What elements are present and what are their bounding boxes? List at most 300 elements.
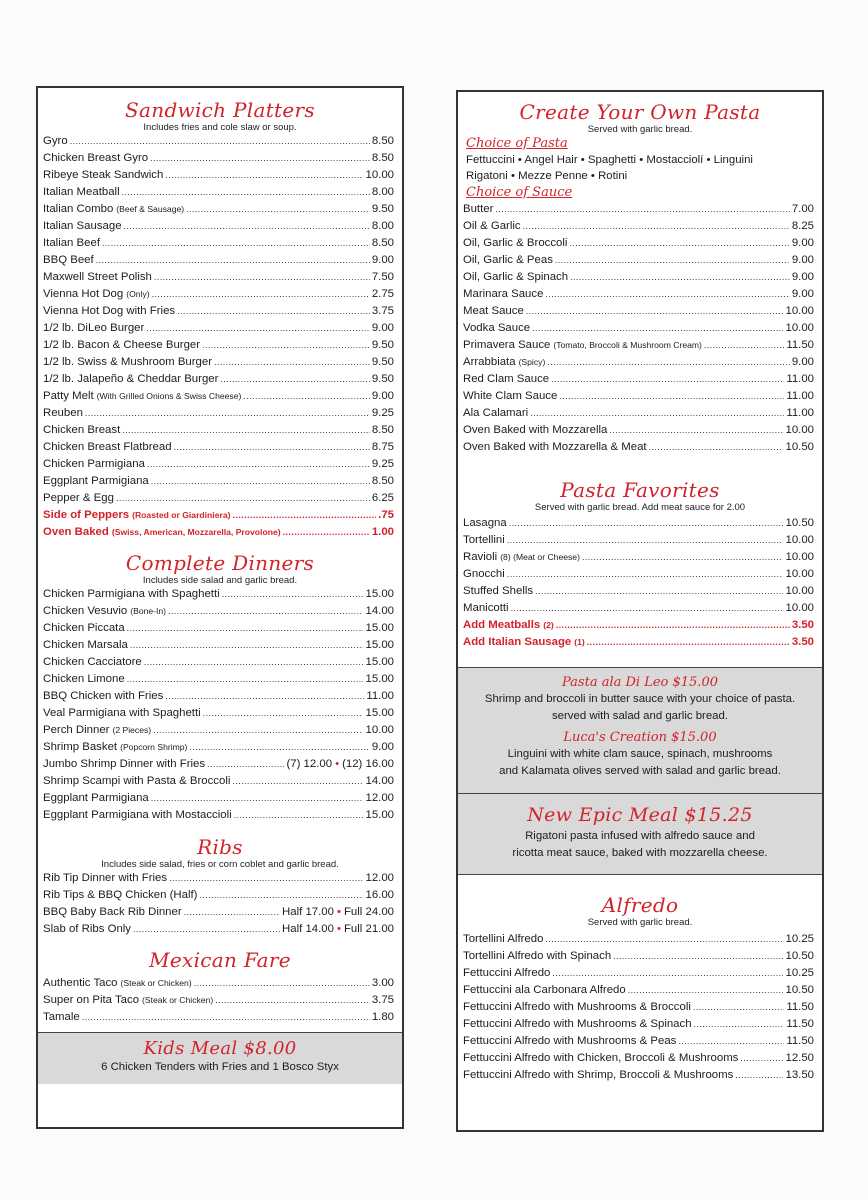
dot-leader	[169, 870, 363, 887]
menu-item-row	[458, 201, 822, 218]
menu-item-price: 10.50	[785, 950, 814, 962]
dot-leader	[222, 586, 364, 603]
dot-leader	[70, 133, 370, 150]
menu-item-price: 10.25	[785, 967, 814, 979]
right-menu-column	[456, 90, 824, 1132]
epic-meal-title: New Epic Meal $15.25	[527, 804, 753, 826]
left-menu-column	[36, 86, 404, 1129]
ribs-dual-row: BBQ Baby Back Rib Dinner ..... Half 17.00 • Full 24.00	[38, 904, 402, 921]
dot-leader	[243, 388, 369, 405]
menu-item-name: Chicken Vesuvio	[43, 605, 128, 617]
menu-item-price: 14.00	[365, 775, 394, 787]
ribs-dual-row: Slab of Ribs Only ..... Half 14.00 • Full 21.00	[38, 921, 402, 938]
menu-item-name: Reuben	[43, 407, 83, 419]
menu-item-note: (Popcorn Shrimp)	[120, 742, 188, 752]
menu-item-row	[38, 975, 402, 992]
menu-item-price: 8.50	[371, 135, 394, 147]
dot-leader	[694, 1016, 785, 1033]
mexican-fare-title: Mexican Fare	[149, 948, 291, 972]
menu-item-row	[458, 583, 822, 600]
create-pasta-section	[458, 92, 822, 456]
menu-item-price: 11.00	[366, 690, 394, 702]
specials-band	[458, 667, 822, 794]
epic-meal-band	[458, 794, 822, 875]
menu-item-price: 12.00	[365, 872, 394, 884]
menu-item-price: 15.00	[365, 809, 394, 821]
menu-item-row	[458, 532, 822, 549]
menu-item-price: 10.00	[785, 305, 814, 317]
menu-item-row	[458, 354, 822, 371]
menu-item-price: 15.00	[365, 673, 394, 685]
menu-item-name: Meat Sauce	[463, 305, 524, 317]
pasta-dileo-desc-1: Shrimp and broccoli in butter sauce with your choice of pasta.	[484, 693, 796, 705]
menu-item-name: Chicken Parmigiana	[43, 458, 145, 470]
pasta-choices-line2: Rigatoni • Mezze Penne • Rotini	[466, 170, 628, 182]
menu-item-row	[38, 269, 402, 286]
menu-item-row	[38, 201, 402, 218]
menu-item-name: Veal Parmigiana with Spaghetti	[43, 707, 201, 719]
dot-leader	[495, 201, 789, 218]
dinners-list	[38, 586, 402, 756]
menu-item-name: Authentic Taco	[43, 977, 118, 989]
menu-item-price: 3.75	[371, 305, 394, 317]
dot-leader	[740, 1050, 783, 1067]
dot-leader	[127, 620, 364, 637]
bullet-icon: •	[336, 906, 341, 918]
menu-item-price: 8.50	[371, 237, 394, 249]
complete-dinners-subtitle: Includes side salad and garlic bread.	[142, 575, 298, 586]
mexican-list	[38, 975, 402, 1026]
menu-item-name: Rib Tip Dinner with Fries	[43, 872, 168, 884]
menu-item-row	[38, 671, 402, 688]
menu-item-name: Italian Beef	[43, 237, 100, 249]
menu-item-row	[38, 388, 402, 405]
dot-leader	[535, 583, 783, 600]
sandwich-platters-section	[38, 88, 402, 541]
choice-of-sauce-label: Choice of Sauce	[466, 185, 573, 200]
menu-item-name: Vienna Hot Dog with Fries	[43, 305, 176, 317]
menu-item-row	[38, 654, 402, 671]
menu-item-price: 1.80	[371, 1011, 394, 1023]
favorites-list	[458, 515, 822, 617]
pasta-favorites-subtitle: Served with garlic bread. Add meat sauce for 2.00	[534, 502, 746, 513]
sandwich-platters-subtitle: Includes fries and cole slaw or soup.	[143, 122, 297, 133]
menu-item-price: 8.75	[371, 441, 394, 453]
luca-creation-title: Luca's Creation $15.00	[563, 730, 717, 745]
menu-item-price: 10.00	[785, 551, 814, 563]
dot-leader	[628, 982, 784, 999]
dot-leader	[214, 354, 370, 371]
pasta-dileo-desc-2: served with salad and garlic bread.	[551, 710, 729, 722]
dot-leader	[530, 405, 784, 422]
dot-leader	[547, 354, 790, 371]
menu-item-name: Oil, Garlic & Spinach	[463, 271, 569, 283]
dot-leader	[735, 1067, 783, 1084]
menu-item-name: Fettuccini Alfredo with Mushrooms & Broccoli	[463, 1001, 691, 1013]
menu-item-name: BBQ Beef	[43, 254, 94, 266]
menu-item-name: Chicken Limone	[43, 673, 125, 685]
dot-leader	[234, 807, 364, 824]
complete-dinners-title: Complete Dinners	[125, 551, 315, 575]
ribs-list	[38, 870, 402, 904]
dot-leader	[523, 218, 790, 235]
dot-leader	[552, 965, 783, 982]
alfredo-subtitle: Served with garlic bread.	[587, 917, 693, 928]
menu-item-row	[458, 1016, 822, 1033]
menu-item-name: Fettuccini ala Carbonara Alfredo	[463, 984, 626, 996]
menu-item-row	[38, 456, 402, 473]
dot-leader	[168, 603, 363, 620]
menu-item-name: Tortellini Alfredo	[463, 933, 544, 945]
menu-item-row	[458, 235, 822, 252]
dot-leader	[174, 439, 370, 456]
menu-item-price: 6.25	[371, 492, 394, 504]
favorites-extras	[458, 617, 822, 651]
menu-item-row	[38, 603, 402, 620]
menu-item-name: Oil, Garlic & Broccoli	[463, 237, 568, 249]
menu-item-note: (Swiss, American, Mozzarella, Provolone)	[111, 527, 281, 537]
epic-meal-desc-2: ricotta meat sauce, baked with mozzarella cheese.	[512, 847, 768, 859]
menu-item-price: 13.50	[785, 1069, 814, 1081]
menu-item-row	[458, 999, 822, 1016]
menu-item-name: BBQ Chicken with Fries	[43, 690, 164, 702]
dot-leader	[232, 507, 376, 524]
menu-item-note: (Only)	[126, 289, 150, 299]
menu-item-price: 10.00	[785, 585, 814, 597]
dot-leader	[532, 320, 783, 337]
menu-item-name: Marinara Sauce	[463, 288, 544, 300]
menu-item-row	[38, 887, 402, 904]
menu-item-name: Perch Dinner	[43, 724, 110, 736]
dot-leader	[144, 654, 364, 671]
menu-item-name: Oil, Garlic & Peas	[463, 254, 553, 266]
menu-item-row	[458, 439, 822, 456]
dot-leader	[678, 1033, 784, 1050]
dot-leader	[569, 235, 789, 252]
menu-item-name: Side of Peppers	[43, 509, 130, 521]
menu-item-price: 10.00	[785, 602, 814, 614]
menu-item-name: Eggplant Parmigiana	[43, 792, 149, 804]
menu-item-row	[458, 982, 822, 999]
menu-item-price: 9.00	[791, 288, 814, 300]
menu-item-name: Ala Calamari	[463, 407, 529, 419]
menu-item-name: Chicken Parmigiana with Spaghetti	[43, 588, 220, 600]
bullet-icon: •	[336, 923, 341, 935]
menu-item-row	[38, 371, 402, 388]
menu-item-row	[458, 549, 822, 566]
menu-item-price: 14.00	[365, 605, 394, 617]
menu-item-name: Gyro	[43, 135, 68, 147]
menu-item-name: Fettuccini Alfredo with Chicken, Broccoli & Mushrooms	[463, 1052, 739, 1064]
menu-item-price: 9.00	[371, 254, 394, 266]
menu-item-name: Fettuccini Alfredo with Mushrooms & Spinach	[463, 1018, 692, 1030]
dot-leader	[146, 320, 370, 337]
menu-item-name: Shrimp Scampi with Pasta & Broccoli	[43, 775, 231, 787]
menu-item-row	[38, 1009, 402, 1026]
menu-item-row	[458, 931, 822, 948]
menu-item-note: (Beef & Sausage)	[116, 204, 185, 214]
menu-item-row	[38, 184, 402, 201]
dot-leader	[551, 371, 784, 388]
dot-leader	[613, 948, 783, 965]
dot-leader	[150, 150, 370, 167]
menu-item-row	[458, 252, 822, 269]
dot-leader	[559, 388, 784, 405]
menu-item-price: 15.00	[365, 622, 394, 634]
menu-item-name: Gnocchi	[463, 568, 505, 580]
sandwich-list	[38, 133, 402, 507]
menu-item-price: 10.00	[785, 322, 814, 334]
dot-leader	[154, 269, 370, 286]
menu-item-name: Eggplant Parmigiana	[43, 475, 149, 487]
menu-item-row	[458, 388, 822, 405]
pasta-favorites-title: Pasta Favorites	[560, 478, 720, 502]
menu-item-price: 10.50	[785, 984, 814, 996]
dot-leader	[165, 167, 363, 184]
menu-item-name: Chicken Cacciatore	[43, 656, 142, 668]
alfredo-list	[458, 931, 822, 1084]
dot-leader	[704, 337, 784, 354]
menu-item-price: 11.50	[786, 1001, 814, 1013]
menu-item-price: 15.00	[365, 639, 394, 651]
menu-item-note: (With Grilled Onions & Swiss Cheese)	[96, 391, 242, 401]
menu-item-name: Oven Baked with Mozzarella	[463, 424, 608, 436]
menu-item-price: 1.00	[371, 526, 394, 538]
dot-leader	[203, 705, 364, 722]
ribs-section	[38, 824, 402, 938]
menu-item-row	[38, 524, 402, 541]
menu-item-name: Vodka Sauce	[463, 322, 531, 334]
menu-item-row	[38, 235, 402, 252]
dot-leader	[130, 637, 364, 654]
dot-leader	[151, 473, 370, 490]
menu-item-price: 9.50	[371, 203, 394, 215]
menu-item-row	[38, 252, 402, 269]
create-pasta-title: Create Your Own Pasta	[519, 100, 761, 124]
menu-item-row	[38, 320, 402, 337]
menu-item-name: Add Meatballs	[463, 619, 541, 631]
ribs-title: Ribs	[197, 835, 243, 859]
menu-item-name: Chicken Piccata	[43, 622, 125, 634]
menu-item-price: 8.00	[371, 220, 394, 232]
dot-leader	[85, 405, 370, 422]
menu-item-name: Oil & Garlic	[463, 220, 521, 232]
menu-item-name: Chicken Breast Gyro	[43, 152, 149, 164]
menu-item-row	[38, 620, 402, 637]
menu-item-name: Manicotti	[463, 602, 509, 614]
menu-item-price: 10.50	[785, 441, 814, 453]
menu-item-price: 9.00	[791, 237, 814, 249]
menu-item-price: 15.00	[365, 707, 394, 719]
dot-leader	[556, 617, 790, 634]
menu-item-row	[458, 948, 822, 965]
menu-item-price: 10.50	[785, 517, 814, 529]
menu-item-name: Italian Combo	[43, 203, 114, 215]
menu-item-name: Pepper & Egg	[43, 492, 114, 504]
dot-leader	[582, 549, 784, 566]
kids-meal-band	[38, 1032, 402, 1084]
dot-leader	[570, 269, 790, 286]
dot-leader	[509, 515, 784, 532]
menu-item-note: (2 Pieces)	[112, 725, 152, 735]
menu-item-row	[458, 371, 822, 388]
mexican-fare-section	[38, 938, 402, 1026]
dot-leader	[82, 1009, 370, 1026]
luca-creation-desc-2: and Kalamata olives served with salad and garlic bread.	[499, 765, 781, 777]
menu-item-row	[38, 739, 402, 756]
dot-leader	[507, 532, 784, 549]
menu-item-row	[38, 688, 402, 705]
sandwich-platters-title: Sandwich Platters	[125, 98, 315, 122]
menu-item-price: 10.00	[785, 534, 814, 546]
bullet-icon: •	[335, 758, 340, 770]
menu-item-row	[458, 600, 822, 617]
menu-item-price: 9.00	[791, 356, 814, 368]
menu-item-name: Vienna Hot Dog	[43, 288, 124, 300]
menu-item-name: 1/2 lb. Jalapeño & Cheddar Burger	[43, 373, 219, 385]
menu-item-name: Super on Pita Taco	[43, 994, 140, 1006]
menu-item-row	[38, 218, 402, 235]
dot-leader	[283, 524, 370, 541]
menu-item-price: 9.00	[371, 741, 394, 753]
menu-item-name: 1/2 lb. DiLeo Burger	[43, 322, 145, 334]
menu-item-name: Stuffed Shells	[463, 585, 534, 597]
menu-item-row	[458, 303, 822, 320]
dot-leader	[545, 931, 783, 948]
menu-item-price: 8.00	[371, 186, 394, 198]
dot-leader	[649, 439, 784, 456]
menu-item-price: 3.50	[791, 619, 814, 631]
menu-item-price: 15.00	[365, 656, 394, 668]
menu-item-name: 1/2 lb. Bacon & Cheese Burger	[43, 339, 201, 351]
menu-item-price: 7.50	[371, 271, 394, 283]
menu-item-row	[38, 303, 402, 320]
dot-leader	[199, 887, 363, 904]
menu-item-name: Fettuccini Alfredo with Mushrooms & Peas	[463, 1035, 677, 1047]
menu-item-price: 3.50	[791, 636, 814, 648]
menu-item-name: Red Clam Sauce	[463, 373, 550, 385]
menu-item-price: 9.00	[791, 271, 814, 283]
kids-meal-title: Kids Meal $8.00	[143, 1038, 297, 1059]
dot-leader	[122, 422, 370, 439]
menu-item-name: Oven Baked	[43, 526, 109, 538]
menu-item-row	[38, 722, 402, 739]
dinners-list-2	[38, 773, 402, 824]
dot-leader	[587, 634, 790, 651]
menu-item-price: 8.50	[371, 424, 394, 436]
menu-item-name: Maxwell Street Polish	[43, 271, 152, 283]
menu-item-name: Shrimp Basket	[43, 741, 118, 753]
menu-item-row	[38, 439, 402, 456]
menu-item-price: 7.00	[791, 203, 814, 215]
menu-item-name: Arrabbiata	[463, 356, 516, 368]
menu-item-row	[38, 133, 402, 150]
dot-leader	[526, 303, 784, 320]
dot-leader	[232, 773, 363, 790]
menu-item-row	[458, 634, 822, 651]
menu-item-price: .75	[378, 509, 394, 521]
menu-item-price: 16.00	[365, 889, 394, 901]
menu-item-note: (8) (Meat or Cheese)	[500, 552, 580, 562]
pasta-favorites-section	[458, 456, 822, 651]
menu-item-note: (Bone-In)	[130, 606, 167, 616]
menu-item-name: Tortellini Alfredo with Spinach	[463, 950, 612, 962]
dot-leader	[511, 600, 784, 617]
menu-item-row	[458, 1067, 822, 1084]
menu-item-row	[38, 473, 402, 490]
menu-item-row	[38, 586, 402, 603]
menu-item-row	[38, 790, 402, 807]
dot-leader	[555, 252, 790, 269]
dot-leader	[122, 184, 370, 201]
menu-item-price: 2.75	[371, 288, 394, 300]
menu-item-row	[38, 507, 402, 524]
create-pasta-subtitle: Served with garlic bread.	[587, 124, 693, 135]
menu-item-name: 1/2 lb. Swiss & Mushroom Burger	[43, 356, 213, 368]
jumbo-shrimp-row: Jumbo Shrimp Dinner with Fries ..... (7) 12.00 • (12) 16.00	[38, 756, 402, 773]
menu-item-row	[458, 269, 822, 286]
menu-item-row	[38, 705, 402, 722]
menu-item-price: 11.00	[786, 390, 814, 402]
menu-item-name: Patty Melt	[43, 390, 94, 402]
menu-item-row	[458, 286, 822, 303]
menu-item-row	[38, 286, 402, 303]
menu-item-row	[458, 422, 822, 439]
dot-leader	[545, 286, 789, 303]
menu-item-row	[38, 354, 402, 371]
menu-item-row	[38, 807, 402, 824]
dot-leader	[165, 688, 364, 705]
menu-item-name: Chicken Breast	[43, 424, 121, 436]
menu-item-name: Butter	[463, 203, 494, 215]
menu-item-price: 9.25	[371, 407, 394, 419]
menu-item-row	[458, 320, 822, 337]
dot-leader	[124, 218, 370, 235]
menu-item-name: White Clam Sauce	[463, 390, 558, 402]
menu-item-name: Chicken Breast Flatbread	[43, 441, 172, 453]
menu-item-price: 9.50	[371, 339, 394, 351]
menu-item-row	[38, 870, 402, 887]
menu-item-price: 12.00	[365, 792, 394, 804]
ribs-subtitle: Includes side salad, fries or corn coblet and garlic bread.	[101, 859, 339, 870]
menu-item-row	[458, 566, 822, 583]
menu-item-row	[458, 405, 822, 422]
menu-item-note: (Tomato, Broccoli & Mushroom Cream)	[553, 340, 702, 350]
menu-item-price: 10.00	[785, 424, 814, 436]
menu-item-row	[38, 150, 402, 167]
alfredo-section	[458, 875, 822, 1084]
menu-item-name: Fettuccini Alfredo	[463, 967, 551, 979]
menu-item-name: Ribeye Steak Sandwich	[43, 169, 164, 181]
menu-item-row	[38, 405, 402, 422]
menu-item-name: Tortellini	[463, 534, 505, 546]
menu-item-name: Eggplant Parmigiana with Mostaccioli	[43, 809, 232, 821]
menu-item-row	[38, 637, 402, 654]
menu-item-name: Rib Tips & BBQ Chicken (Half)	[43, 889, 198, 901]
pasta-choices-line1: Fettuccini • Angel Hair • Spaghetti • Mostacciolí • Linguini	[466, 154, 753, 166]
menu-item-price: 11.00	[786, 373, 814, 385]
menu-item-row	[458, 1033, 822, 1050]
menu-item-row	[38, 490, 402, 507]
dot-leader	[186, 201, 370, 218]
dot-leader	[194, 975, 370, 992]
menu-item-name: Tamale	[43, 1011, 80, 1023]
menu-item-price: 9.25	[371, 458, 394, 470]
dot-leader	[693, 999, 784, 1016]
menu-item-row	[38, 773, 402, 790]
dot-leader	[127, 671, 364, 688]
dot-leader	[151, 790, 364, 807]
